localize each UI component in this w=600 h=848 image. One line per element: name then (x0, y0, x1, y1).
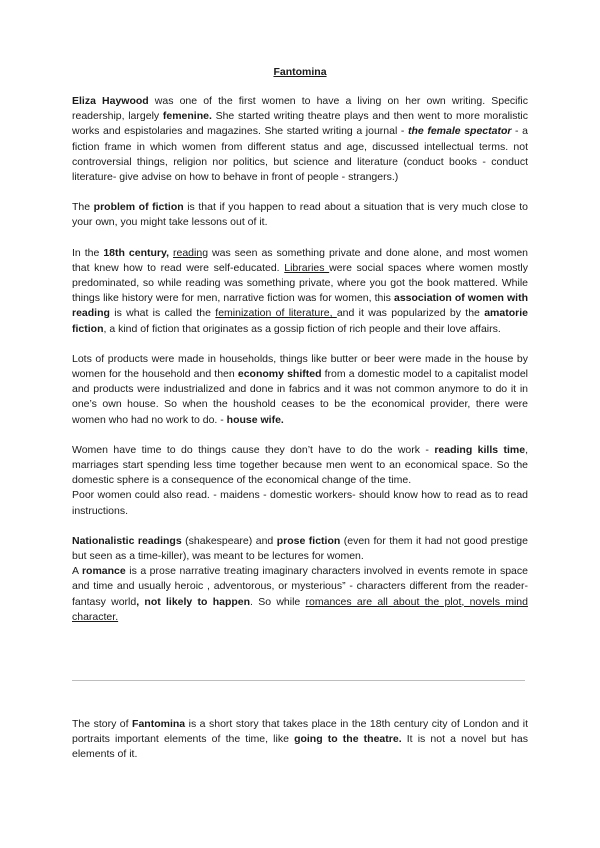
underlined-text: feminization of literature, (215, 307, 337, 320)
text: . So while (250, 595, 306, 608)
text: It is not a novel but has elements of it. (72, 733, 528, 761)
text: (shakespeare) and (181, 534, 277, 547)
text: is a prose narrative treating imaginary characters involved in events remote in space and time and usually heroic , adventorous, or mysterious” - characters different from the reader- fantasy world (72, 565, 528, 608)
text: is that if you happen to read about a situation that is very much close to your own, you might take lessons out of it. (72, 201, 528, 229)
bold-text: femenine. (162, 110, 212, 123)
text: , a kind of fiction that originates as a gossip fiction of rich people and their love affairs. (103, 322, 501, 335)
text: Lots of products were made in households, things like butter or beer were made in the house by women for the household and then (72, 352, 528, 381)
underlined-text: Libraries (284, 261, 330, 274)
paragraph-eliza-haywood (72, 94, 528, 185)
underlined-text: romances are all about the plot, novels mind character. (72, 595, 528, 623)
bold-text: romance (81, 565, 126, 578)
bold-text: 18th century, (103, 246, 169, 259)
text: from a domestic model to a capitalist model and products were industrialized and done in fabrics and it was not common anymore to do it in one’s own house. So when the houshold ceases to be the economical provider, there were women who had no work to do. - (72, 368, 528, 426)
bold-text: house wife. (226, 413, 284, 426)
bold-text: association of women with reading (72, 292, 529, 320)
text: is what is called the (109, 307, 216, 320)
text: In the (72, 246, 104, 259)
paragraph-fantomina-story (72, 717, 528, 763)
text: The (72, 201, 94, 214)
paragraph-poor-women: Poor women could also read. - maidens - domestic workers- should know how to read as to read instructions. (72, 489, 528, 517)
text: She started writing theatre plays and then went to more moralistic works and espistolaries and magazines. She started writing a journal - (72, 110, 528, 138)
bold-text: Eliza Haywood (72, 95, 149, 107)
text: - a fiction frame in which women from different status and age, discussed intellectual terms. not controversial things, religion nor politics, but science and literature (conduct books - conduct literature- give advise on how to behave in front of people - strangers.) (72, 125, 528, 184)
document-body (72, 66, 528, 625)
document-footer-section (72, 717, 528, 763)
bold-text: Nationalistic readings (72, 534, 182, 547)
text: Women have time to do things cause they don’t have to do the work - (72, 443, 435, 456)
text: The story of (72, 718, 133, 730)
paragraph-romance (72, 564, 528, 625)
horizontal-divider (72, 680, 525, 681)
bold-text: Fantomina (132, 718, 186, 730)
text: , marriages start spending less time together because men went to an economical space. So the domestic sphere is a consequence of the economical change of the time. (72, 443, 529, 487)
paragraph-households (72, 352, 528, 428)
text: A (72, 565, 82, 578)
bold-text: economy shifted (237, 368, 322, 381)
text: was seen as something private and done alone, and most women that knew how to read were self-educated. (72, 246, 529, 274)
underlined-text: reading (173, 246, 209, 259)
bold-text: prose fiction (276, 534, 341, 547)
italic-text: the female spectator (408, 125, 512, 138)
bold-text: problem of fiction (93, 201, 184, 214)
page-title: Fantomina (273, 66, 327, 78)
bold-text: reading kills time (434, 443, 526, 456)
paragraph-problem-of-fiction (72, 200, 528, 230)
paragraph-women-time (72, 443, 528, 489)
paragraph-nationalistic-readings (72, 534, 528, 564)
bold-text: amatorie fiction (72, 307, 528, 335)
text: (even for them it had not good prestige but seen as a time-killer), was meant to be lectures for women. (72, 534, 528, 563)
bold-italic-text (408, 125, 511, 137)
text: and it was popularized by the (336, 307, 485, 320)
text: was one of the first women to have a living on her own writing. Specific readership, largely (72, 95, 528, 123)
bold-text: going to the theatre. (294, 733, 402, 746)
bold-text: , not likely to happen (136, 595, 251, 608)
paragraph-18th-century (72, 246, 528, 337)
text: were social spaces where women mostly predominated, so while reading was something private, where you got the book mattered. While things like history were for men, narrative fiction was for women, this (72, 261, 528, 305)
text: is a short story that takes place in the 18th century city of London and it portraits important elements of the time, like (72, 718, 528, 746)
